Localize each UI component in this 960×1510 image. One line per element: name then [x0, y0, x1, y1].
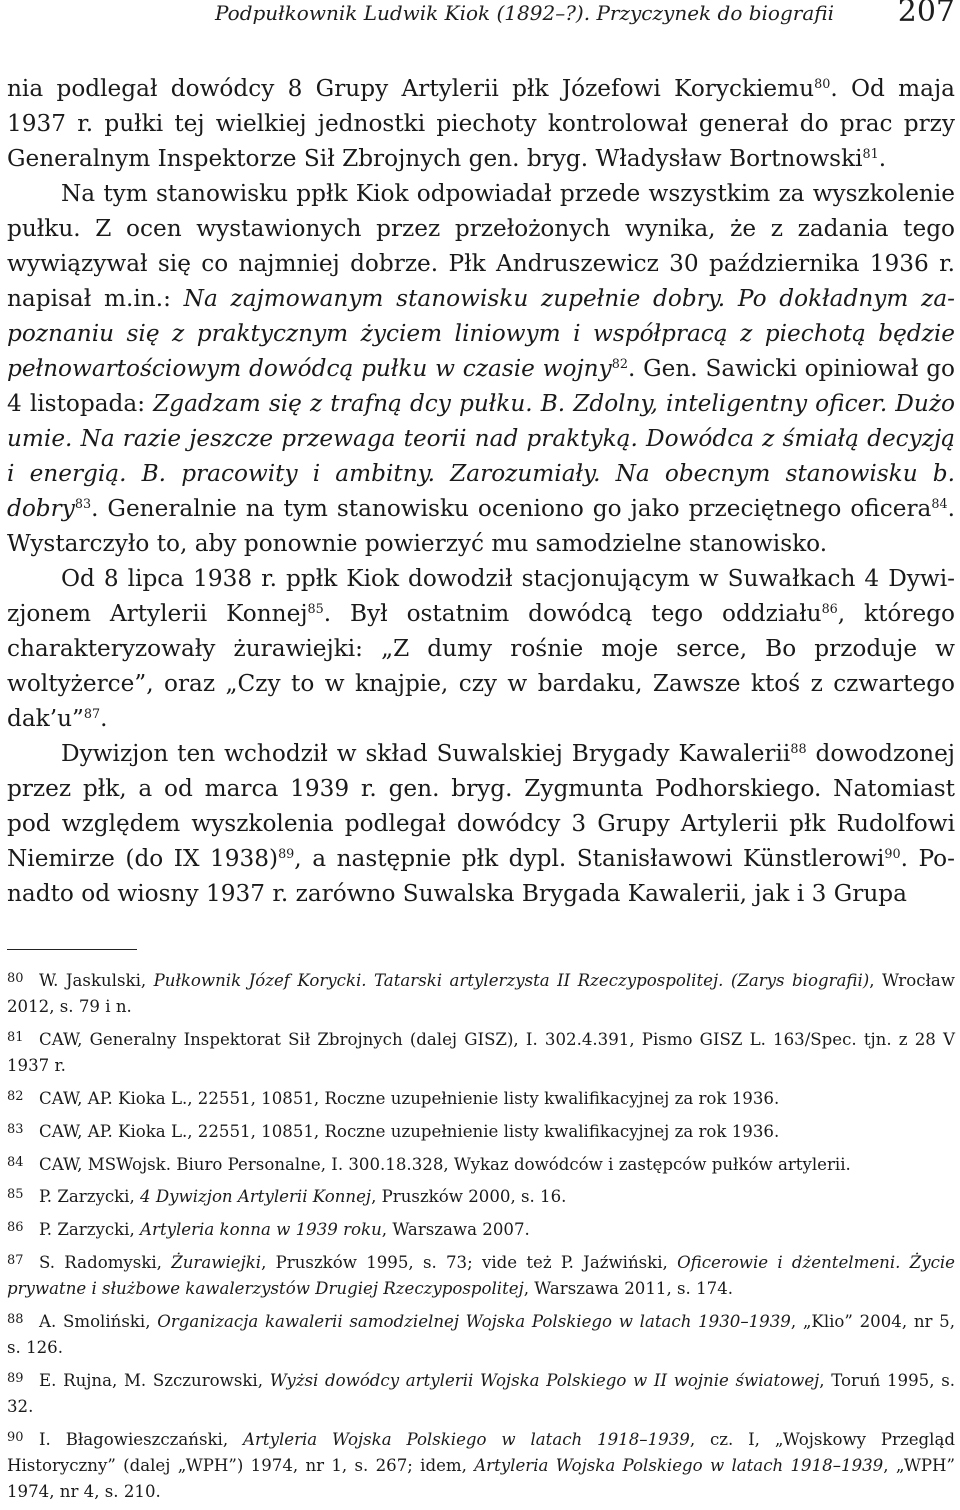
page-header — [7, 0, 955, 60]
text-run: W. Jaskulski, — [39, 970, 154, 990]
italic-text: Oficerowie i dżentelmeni. Życie prywatne i służbowe kawalerzystów Drugiej Rzeczypospolitej — [7, 1253, 955, 1298]
text-run: . Od maja 1937 r. pułki tej wielkiej jednostki piechoty kontrolował generał do prac przy Generalnym Inspektorze Sił Zbrojnych gen. bryg. Władysław Bortnowski — [7, 75, 955, 172]
footnote-ref: 85 — [307, 602, 324, 618]
italic-text: Żurawiejki — [171, 1253, 262, 1272]
page-number: 207 — [897, 0, 955, 29]
text-run: , Warszawa 2007. — [381, 1220, 530, 1240]
footnote-ref: 81 — [862, 147, 879, 163]
text-run: , Wrocław 2012, s. 79 i n. — [7, 970, 955, 1016]
footnote-ref: 82 — [611, 357, 628, 373]
footnote-number: 84 — [7, 1154, 24, 1170]
footnote-ref: 84 — [931, 497, 948, 513]
footnote-number: 86 — [7, 1220, 24, 1236]
text-run: CAW, Generalny Inspektorat Sił Zbrojnych (dalej GISZ), I. 302.4.391, Pismo GISZ L. 163/Spec. tjn. z 28 V 1937 r. — [7, 1029, 955, 1075]
footnotes — [7, 966, 955, 1505]
document-page — [7, 0, 955, 1510]
text-run: , „WPH” 1974, nr 4, s. 210. — [7, 1455, 956, 1501]
text-run: P. Zarzycki, — [39, 1220, 141, 1240]
footnote-number: 89 — [7, 1370, 24, 1386]
paragraph — [7, 176, 955, 561]
footnote-ref: 83 — [74, 497, 92, 513]
text-run: . Generalnie na tym stanowisku oceniono go jako przeciętnego oficera — [91, 495, 932, 522]
footnote — [7, 1425, 955, 1505]
paragraph — [7, 561, 955, 736]
footnote-number: 80 — [7, 971, 24, 986]
footnote — [7, 1248, 955, 1302]
italic-text: Zgadzam się z trafną dcy pułku. B. Zdolny, inteligentny oficer. Dużo umie. Na razie jeszcze przewaga teorii nad praktyką. Dowódca z śmiałą decyzją i energią. B. pracowity i ambitny. Zarozumiały. Na obecnym stanowisku b. dobry — [7, 390, 955, 522]
italic-text: Artyleria konna w 1939 roku — [140, 1220, 382, 1240]
text-run: CAW, MSWojsk. Biuro Personalne, I. 300.18.328, Wykaz dowódców i zastępców pułków artylerii. — [39, 1154, 851, 1174]
italic-text: 4 Dywizjon Artylerii Konnej — [140, 1187, 372, 1207]
footnote — [7, 966, 955, 1020]
italic-text: Artyleria Wojska Polskiego w latach 1918–1939 — [242, 1429, 690, 1449]
text-run: , „Klio” 2004, nr 5, s. 126. — [7, 1311, 955, 1357]
footnote — [7, 1117, 955, 1145]
text-run: , cz. I, „Wojskowy Przegląd Historyczny” (dalej „WPH”) 1974, nr 1, s. 267; idem, — [7, 1429, 955, 1475]
text-run: , którego charakteryzowały żurawiejki: „Z dumy rośnie moje serce, Bo przoduje w woltyżerce”, oraz „Czy to w knajpie, czy w bardaku, Zawsze ktoś z czwartego dak’u” — [7, 600, 955, 732]
footnote-ref: 90 — [884, 847, 901, 863]
text-run: I. Błagowieszczański, — [39, 1429, 243, 1449]
text-run: . Wystarczyło to, aby ponownie powierzyć mu samodzielne stanowisko. — [7, 495, 955, 557]
footnote-number: 88 — [7, 1312, 24, 1327]
footnote — [7, 1215, 955, 1243]
text-run: , Warszawa 2011, s. 174. — [523, 1279, 734, 1298]
text-run: , a następnie płk dypl. Stanisławowi Künstlerowi — [294, 845, 885, 872]
text-run: . Ponadto od wiosny 1937 r. zarówno Suwalska Brygada Kawalerii, jak i 3 Grupa — [7, 845, 955, 907]
italic-text: Organizacja kawalerii samodzielnej Wojska Polskiego w latach 1930–1939 — [157, 1311, 791, 1331]
footnote-number: 81 — [7, 1029, 24, 1045]
footnote-separator — [7, 949, 137, 950]
text-run: CAW, AP. Kioka L., 22551, 10851, Roczne uzupełnienie listy kwalifikacyjnej za rok 1936. — [39, 1121, 780, 1141]
text-run: Na tym stanowisku ppłk Kiok odpowiadał przede wszystkim za wyszkolenie pułku. Z ocen wystawionych przez przełożonych wynika, że z zadania tego wywiązywał się co najmniej dobrze. Płk Andruszewicz 30 października 1936 r. napisał m.in.: — [7, 180, 955, 312]
text-run: Dywizjon ten wchodził w skład Suwalskiej Brygady Kawalerii — [61, 740, 791, 767]
footnote-number: 90 — [7, 1429, 24, 1445]
text-run: nia podlegał dowódcy 8 Grupy Artylerii płk Józefowi Koryckiemu — [7, 75, 815, 102]
footnote-ref: 86 — [821, 602, 838, 618]
italic-text: Pułkownik Józef Korycki. Tatarski artylerzysta II Rzeczypospolitej. (Zarys biografii) — [153, 970, 870, 990]
text-run: dowodzonej przez płk, a od marca 1939 r. gen. bryg. Zygmunta Podhorskiego. Natomiast pod względem wyszkolenia podlegał dowódcy 3 Grupy Artylerii płk Rudolfowi Niemirze (do IX 1938) — [7, 740, 955, 872]
footnote-number: 87 — [7, 1253, 24, 1269]
text-run: P. Zarzycki, — [39, 1187, 141, 1207]
footnote-ref: 88 — [790, 742, 807, 758]
text-run: , Pruszków 1995, s. 73; vide też P. Jaźwiński, — [261, 1253, 678, 1272]
italic-text: Wyżsi dowódcy artylerii Wojska Polskiego w II wojnie światowej — [269, 1370, 820, 1390]
italic-text: Artyleria Wojska Polskiego w latach 1918–1939 — [474, 1455, 884, 1475]
main-text — [7, 71, 955, 911]
footnote-ref: 87 — [83, 707, 101, 723]
footnote-ref: 89 — [278, 847, 295, 863]
footnote-ref: 80 — [814, 77, 831, 93]
footnote — [7, 1150, 955, 1178]
footnote-number: 82 — [7, 1088, 24, 1104]
text-run: , Toruń 1995, s. 32. — [7, 1370, 955, 1416]
text-run: . Był ostatnim dowódcą tego oddziału — [323, 600, 822, 627]
footnote-number: 83 — [7, 1121, 24, 1137]
text-run: . — [878, 145, 887, 172]
text-run: . Gen. Sawicki opiniował go 4 listopada: — [7, 355, 956, 417]
text-run: A. Smoliński, — [39, 1311, 158, 1331]
running-title: Podpułkownik Ludwik Kiok (1892–?). Przyczynek do biografii — [215, 1, 834, 25]
footnote-number: 85 — [7, 1187, 24, 1203]
footnote — [7, 1366, 955, 1420]
footnote — [7, 1025, 955, 1079]
text-run: E. Rujna, M. Szczurowski, — [39, 1370, 270, 1390]
text-run: S. Radomyski, — [39, 1253, 172, 1272]
text-run: CAW, AP. Kioka L., 22551, 10851, Roczne uzupełnienie listy kwalifikacyjnej za rok 1936. — [39, 1088, 780, 1108]
footnote — [7, 1084, 955, 1112]
text-run: , Pruszków 2000, s. 16. — [371, 1187, 567, 1207]
text-run: . — [100, 705, 108, 732]
paragraph — [7, 71, 955, 176]
text-run: Od 8 lipca 1938 r. ppłk Kiok dowodził stacjonującym w Suwałkach 4 Dywizjonem Artylerii Konnej — [7, 565, 955, 627]
italic-text: Na zajmowanym stanowisku zupełnie dobry. Po dokładnym zapoznaniu się z praktycznym życiem liniowym i współpracą z piechotą będzie pełnowartościowym dowódcą pułku w czasie wojny — [7, 285, 956, 382]
paragraph — [7, 736, 955, 911]
footnote — [7, 1182, 955, 1210]
footnote — [7, 1307, 955, 1361]
